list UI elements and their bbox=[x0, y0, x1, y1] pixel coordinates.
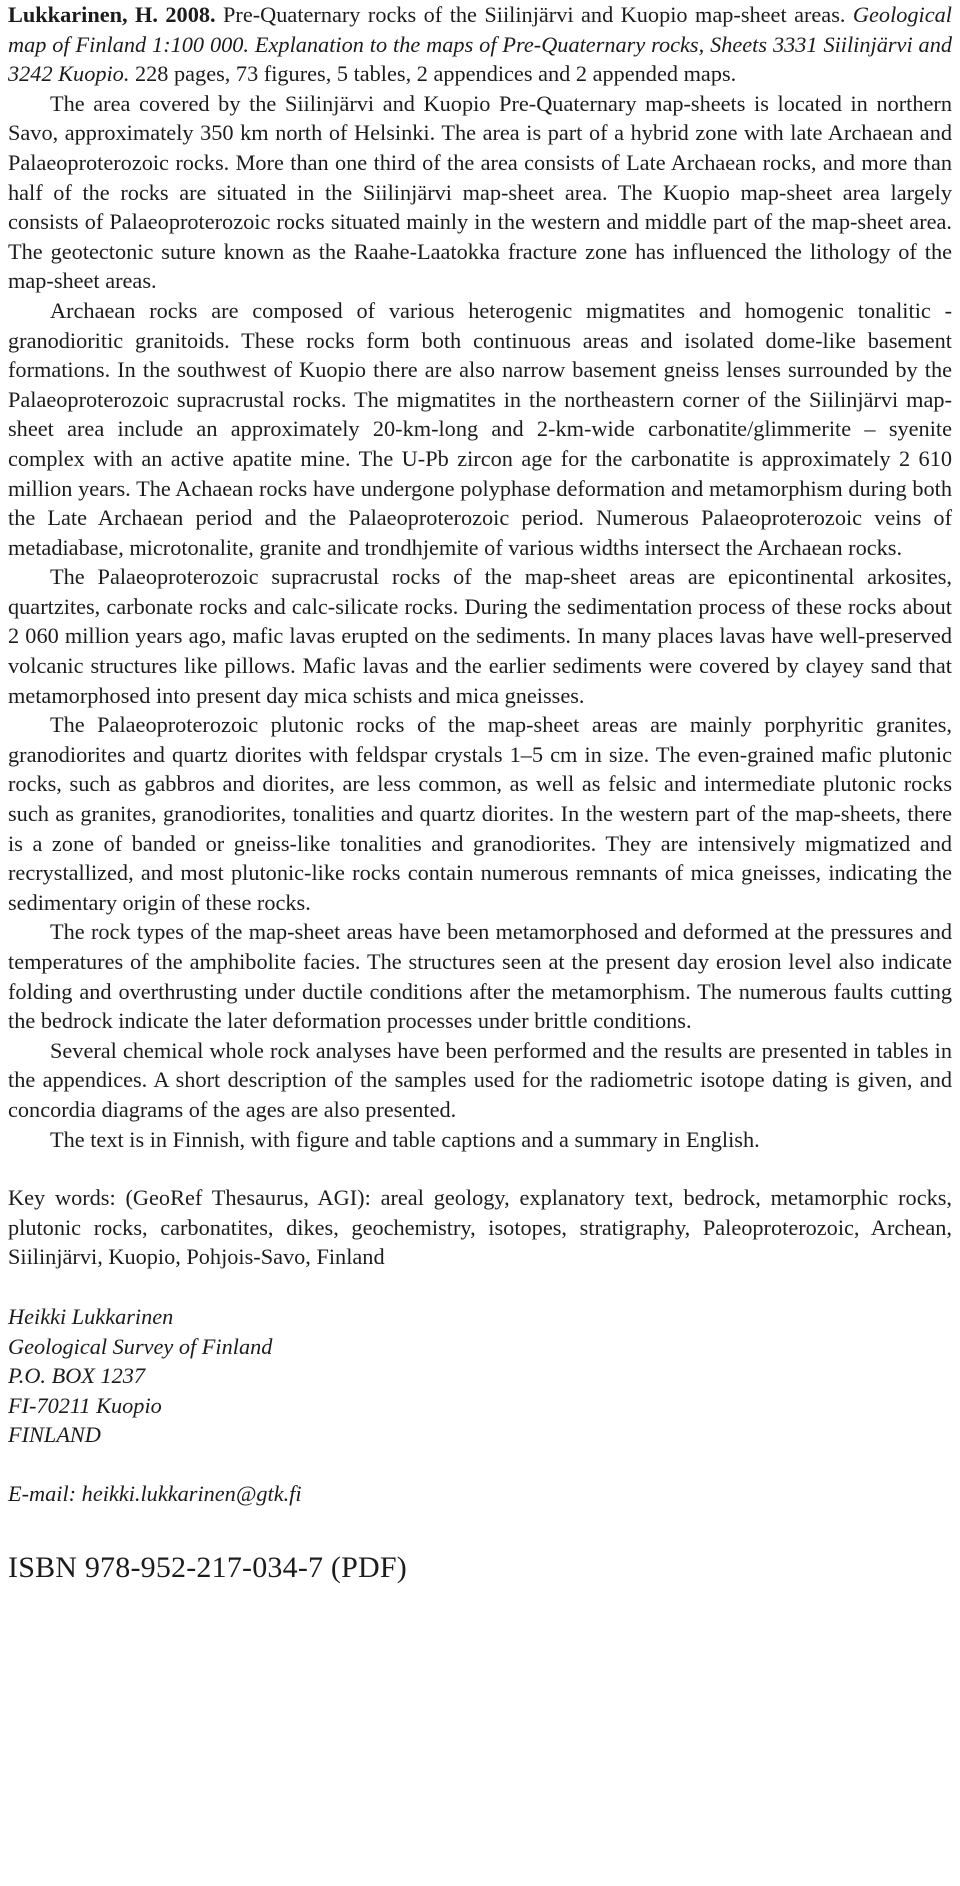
abstract-paragraph: The text is in Finnish, with figure and table captions and a summary in English. bbox=[50, 1126, 760, 1152]
abstract-paragraph: The Palaeoproterozoic plutonic rocks of the map-sheet areas are mainly porphyritic granites, granodiorites and quartz diorites with feldspar crystals 1–5 cm in size. The even-grained mafic plutonic rocks, such as gabbros and diorites, are less common, as well as felsic and intermediate plutonic rocks such as granites, granodiorites, tonalities and quartz diorites. In the western part of the map-sheets, there is a zone of banded or gneiss-like tonalities and granodiorites. They are intensively migmatized and recrystallized, and most plutonic-like rocks contain numerous remnants of mica gneisses, indicating the sedimentary origin of these rocks. bbox=[8, 712, 952, 915]
abstract-paragraph: Archaean rocks are composed of various heterogenic migmatites and homogenic tonalitic - granodioritic granitoids. These rocks form both continuous areas and isolated dome-like basement formations. In the southwest of Kuopio there are also narrow basement gneiss lenses surrounded by the Palaeoproterozoic supracrustal rocks. The migmatites in the northeastern corner of the Siilinjärvi map-sheet area include an approximately 20-km-long and 2-km-wide carbonatite/glimmerite – syenite complex with an active apatite mine. The U-Pb zircon age for the carbonatite is approximately 2 610 million years. The Achaean rocks have undergone polyphase deformation and metamorphism during both the Late Archaean period and the Palaeoproterozoic period. Numerous Palaeoproterozoic veins of metadiabase, microtonalite, granite and trondhjemite of various widths intersect the Archaean rocks. bbox=[8, 297, 952, 560]
author-country: FINLAND bbox=[8, 1422, 101, 1448]
abstract-paragraph: The Palaeoproterozoic supracrustal rocks of the map-sheet areas are epicontinental arkosites, quartzites, carbonate rocks and calc-silicate rocks. During the sedimentation process of these rocks about 2 060 million years ago, mafic lavas erupted on the sediments. In many places lavas have well-preserved volcanic structures like pillows. Mafic lavas and the earlier sediments were covered by clayey sand that metamorphosed into present day mica schists and mica gneisses. bbox=[8, 564, 952, 708]
abstract-paragraph: The area covered by the Siilinjärvi and Kuopio Pre-Quaternary map-sheets is located in northern Savo, approximately 350 km north of Helsinki. The area is part of a hybrid zone with late Archaean and Palaeoproterozoic rocks. More than one third of the area consists of Late Archaean rocks, and more than half of the rocks are situated in the Siilinjärvi map-sheet area. The Kuopio map-sheet area largely consists of Palaeoproterozoic rocks situated mainly in the western and middle part of the map-sheet area. The geotectonic suture known as the Raahe-Laatokka fracture zone has influenced the lithology of the map-sheet areas. bbox=[8, 90, 952, 294]
abstract bbox=[8, 0, 952, 1154]
abstract-paragraph: The rock types of the map-sheet areas have been metamorphosed and deformed at the pressures and temperatures of the amphibolite facies. The structures seen at the present day erosion level also indicate folding and overthrusting under ductile conditions after the metamorphism. The numerous faults cutting the bedrock indicate the later deformation processes under brittle conditions. bbox=[8, 919, 952, 1034]
author-email: E-mail: heikki.lukkarinen@gtk.fi bbox=[8, 1480, 302, 1506]
author-name: Heikki Lukkarinen bbox=[8, 1303, 174, 1329]
abstract-paragraph: Several chemical whole rock analyses have been performed and the results are presented in tables in the appendices. A short description of the samples used for the radiometric isotope dating is given, and concordia diagrams of the ages are also presented. bbox=[8, 1037, 952, 1122]
citation-series: Geological map of Finland 1:100 000. Explanation to the maps of Pre-Quaternary rocks, Sheets 3331 Siilinjärvi and 3242 Kuopio. bbox=[8, 2, 952, 87]
isbn: ISBN 978-952-217-034-7 (PDF) bbox=[8, 1550, 407, 1584]
author-po-box: P.O. BOX 1237 bbox=[8, 1363, 146, 1389]
author-address bbox=[8, 1302, 952, 1450]
citation bbox=[8, 0, 952, 89]
author-organization: Geological Survey of Finland bbox=[8, 1333, 273, 1359]
keywords: Key words: (GeoRef Thesaurus, AGI): areal geology, explanatory text, bedrock, metamorphic rocks, plutonic rocks, carbonatites, dikes, geochemistry, isotopes, stratigraphy, Paleoproterozoic, Archean, Siilinjärvi, Kuopio, Pohjois-Savo, Finland bbox=[8, 1185, 952, 1270]
citation-title: Pre-Quaternary rocks of the Siilinjärvi and Kuopio map-sheet areas. bbox=[215, 2, 853, 27]
author-postal-code: FI-70211 Kuopio bbox=[8, 1392, 162, 1418]
citation-author: Lukkarinen, H. 2008. bbox=[8, 2, 216, 27]
citation-extent: 228 pages, 73 figures, 5 tables, 2 appendices and 2 appended maps. bbox=[129, 61, 737, 87]
